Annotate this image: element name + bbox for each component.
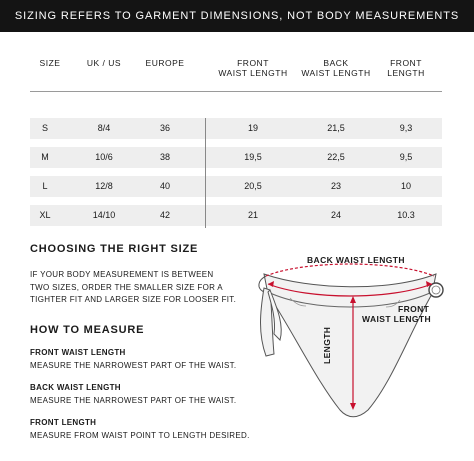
right-ring [429, 283, 443, 297]
table-row [30, 118, 442, 139]
cell-front-waist: 19 [247, 123, 258, 133]
measure-label: FRONT LENGTH [30, 418, 97, 427]
choosing-line-1: IF YOUR BODY MEASUREMENT IS BETWEEN [30, 270, 214, 279]
cell-front-waist: 20,5 [244, 181, 262, 191]
length-label: LENGTH [322, 326, 332, 364]
cell-size: XL [39, 210, 51, 220]
cell-front-length: 9,3 [399, 123, 413, 133]
cell-size: S [41, 123, 48, 133]
front-waist-label-line2: WAIST LENGTH [362, 314, 432, 324]
cell-front-length: 10 [400, 181, 411, 191]
cell-uk-us: 10/6 [95, 152, 113, 162]
cell-back-waist: 22,5 [327, 152, 345, 162]
cell-front-length: 10.3 [397, 210, 415, 220]
table-row [30, 147, 442, 168]
column-divider [205, 118, 206, 228]
choosing-line-3: TIGHTER FIT AND LARGER SIZE FOR LOOSER FIT. [30, 295, 237, 305]
back-waist-label: BACK WAIST LENGTH [307, 255, 405, 265]
front-waist-label-line1: FRONT [398, 304, 430, 314]
cell-front-waist: 19,5 [244, 152, 262, 162]
cell-back-waist: 23 [330, 181, 341, 191]
cell-europe: 42 [159, 210, 170, 220]
measure-label: BACK WAIST LENGTH [30, 383, 121, 392]
table-row [30, 176, 442, 197]
cell-size: L [42, 181, 48, 191]
cell-europe: 36 [159, 123, 170, 133]
how-to-measure-title: HOW TO MEASURE [30, 324, 145, 336]
cell-europe: 40 [159, 181, 170, 191]
measure-text: MEASURE FROM WAIST POINT TO LENGTH DESIRED. [30, 430, 250, 440]
measure-back-waist [30, 382, 250, 407]
cell-uk-us: 8/4 [97, 123, 111, 133]
measure-front-length [30, 417, 250, 442]
cell-back-waist: 24 [330, 210, 341, 220]
header-front-length: FRONT LENGTH [387, 58, 425, 78]
header-size: SIZE [39, 58, 61, 68]
header-uk-us: UK / US [86, 58, 122, 68]
header-back-waist-length: BACK WAIST LENGTH [301, 58, 371, 78]
header-rule [30, 91, 442, 92]
choosing-line-2: TWO SIZES, ORDER THE SMALLER SIZE FOR A [30, 282, 223, 292]
cell-europe: 38 [159, 152, 170, 162]
page-banner: SIZING REFERS TO GARMENT DIMENSIONS, NOT BODY MEASUREMENTS [0, 0, 474, 32]
cell-back-waist: 21,5 [327, 123, 345, 133]
table-row [30, 205, 442, 226]
measure-front-waist [30, 347, 250, 372]
header-front-waist-length: FRONT WAIST LENGTH [218, 58, 288, 78]
measure-label: FRONT WAIST LENGTH [30, 348, 126, 357]
measure-text: MEASURE THE NARROWEST PART OF THE WAIST. [30, 360, 237, 370]
header-europe: EUROPE [145, 58, 185, 68]
measure-text: MEASURE THE NARROWEST PART OF THE WAIST. [30, 395, 237, 405]
choosing-title: CHOOSING THE RIGHT SIZE [30, 243, 199, 255]
back-waist-measure-line [266, 264, 434, 276]
cell-uk-us: 14/10 [92, 210, 116, 220]
bikini-bottom-diagram [250, 262, 450, 432]
cell-uk-us: 12/8 [95, 181, 113, 191]
cell-size: M [41, 152, 49, 162]
cell-front-length: 9,5 [399, 152, 413, 162]
choosing-text [30, 269, 250, 307]
cell-front-waist: 21 [247, 210, 258, 220]
